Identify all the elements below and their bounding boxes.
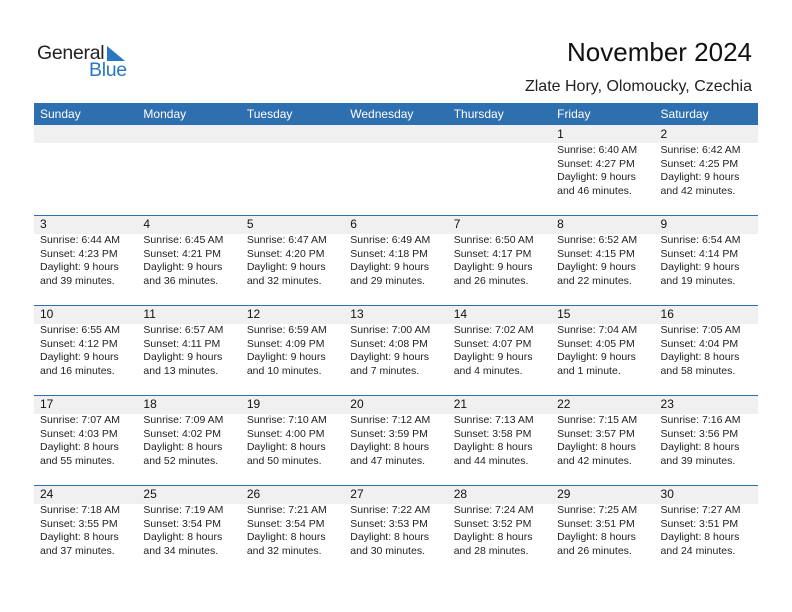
day-cell xyxy=(655,215,758,288)
sunset-text: Sunset: 4:05 PM xyxy=(557,337,635,350)
sunrise-text: Sunrise: 6:44 AM xyxy=(40,234,120,246)
sunrise-text: Sunrise: 7:22 AM xyxy=(350,504,431,516)
day-cell xyxy=(241,305,344,378)
daylight-text: and 55 minutes. xyxy=(40,454,115,467)
day-number: 10 xyxy=(40,307,54,321)
day-number: 6 xyxy=(350,217,357,231)
sunset-text: Sunset: 4:15 PM xyxy=(557,247,635,260)
daylight-text: and 46 minutes. xyxy=(557,184,632,197)
day-cell xyxy=(137,395,240,468)
daylight-text: Daylight: 8 hours xyxy=(350,441,430,453)
week-row xyxy=(34,125,758,215)
daylight-text: and 16 minutes. xyxy=(40,364,115,377)
logo-word-blue: Blue xyxy=(89,59,127,81)
day-info xyxy=(247,143,344,144)
day-info xyxy=(247,233,344,288)
day-info xyxy=(557,503,654,558)
sunset-text: Sunset: 3:51 PM xyxy=(660,517,739,530)
day-cell xyxy=(137,125,240,198)
day-info xyxy=(247,323,344,378)
daylight-text: and 32 minutes. xyxy=(246,544,322,557)
sunset-text: Sunset: 3:51 PM xyxy=(557,517,635,530)
day-number: 4 xyxy=(143,217,151,231)
daylight-text: Daylight: 9 hours xyxy=(453,261,533,273)
daylight-text: and 4 minutes. xyxy=(453,364,523,377)
day-number: 14 xyxy=(453,307,468,321)
day-number: 5 xyxy=(246,217,254,231)
day-info xyxy=(350,503,447,558)
day-number: 9 xyxy=(660,217,668,231)
page-title: November 2024 xyxy=(567,37,752,67)
daylight-text: and 37 minutes. xyxy=(40,544,115,557)
day-number: 8 xyxy=(557,217,564,231)
day-number: 29 xyxy=(557,487,571,501)
weekday-monday: Monday xyxy=(143,107,187,121)
day-number: 11 xyxy=(143,307,156,321)
sunset-text: Sunset: 4:27 PM xyxy=(557,157,635,170)
sunrise-text: Sunrise: 7:16 AM xyxy=(660,414,741,426)
sunset-text: Sunset: 3:56 PM xyxy=(660,427,739,440)
daylight-text: and 7 minutes. xyxy=(350,364,420,377)
sunset-text: Sunset: 4:18 PM xyxy=(350,247,428,260)
sunrise-text: Sunrise: 7:12 AM xyxy=(350,414,431,426)
sunrise-text: Sunrise: 7:02 AM xyxy=(453,324,534,336)
daylight-text: and 1 minute. xyxy=(557,364,621,377)
sunset-text: Sunset: 4:07 PM xyxy=(453,337,532,350)
sunrise-text: Sunrise: 6:45 AM xyxy=(143,234,224,246)
day-cell xyxy=(551,125,654,198)
sunrise-text: Sunrise: 7:25 AM xyxy=(557,504,638,516)
sunset-text: Sunset: 4:12 PM xyxy=(40,337,118,350)
day-number xyxy=(350,125,447,143)
day-number: 20 xyxy=(350,397,364,411)
sunrise-text: Sunrise: 6:54 AM xyxy=(660,234,741,246)
day-info xyxy=(143,143,240,144)
daylight-text: Daylight: 9 hours xyxy=(557,261,636,273)
sunset-text: Sunset: 3:54 PM xyxy=(246,517,325,530)
daylight-text: and 13 minutes. xyxy=(143,364,219,377)
day-cell xyxy=(655,395,758,468)
day-cell xyxy=(448,305,551,378)
sunset-text: Sunset: 3:53 PM xyxy=(350,517,428,530)
day-number: 25 xyxy=(143,487,157,501)
daylight-text: and 52 minutes. xyxy=(143,454,219,467)
day-number: 30 xyxy=(660,487,674,501)
day-number xyxy=(40,125,137,143)
day-number: 17 xyxy=(40,397,54,411)
weekday-saturday: Saturday xyxy=(660,107,709,121)
location-subtitle: Zlate Hory, Olomoucky, Czechia xyxy=(524,78,752,95)
day-info xyxy=(247,503,344,558)
day-cell xyxy=(448,395,551,468)
day-number: 15 xyxy=(557,307,571,321)
daylight-text: and 39 minutes. xyxy=(40,274,115,287)
daylight-text: and 22 minutes. xyxy=(557,274,632,287)
sunrise-text: Sunrise: 6:40 AM xyxy=(557,144,638,156)
daylight-text: and 29 minutes. xyxy=(350,274,425,287)
sunset-text: Sunset: 4:14 PM xyxy=(660,247,739,260)
day-info xyxy=(454,143,551,144)
week-cells xyxy=(34,395,758,468)
weekday-wednesday: Wednesday xyxy=(350,107,414,121)
daylight-text: Daylight: 9 hours xyxy=(40,261,119,273)
weeks-container xyxy=(34,125,758,575)
sunset-text: Sunset: 4:23 PM xyxy=(40,247,118,260)
week-row xyxy=(34,215,758,305)
sunrise-text: Sunrise: 7:15 AM xyxy=(557,414,638,426)
day-number: 22 xyxy=(557,397,571,411)
daylight-text: and 42 minutes. xyxy=(557,454,632,467)
day-info xyxy=(557,143,654,198)
day-cell xyxy=(655,125,758,198)
daylight-text: Daylight: 9 hours xyxy=(246,351,326,363)
daylight-text: Daylight: 8 hours xyxy=(557,441,636,453)
day-cell xyxy=(34,305,137,378)
daylight-text: and 30 minutes. xyxy=(350,544,425,557)
daylight-text: and 34 minutes. xyxy=(143,544,219,557)
day-info xyxy=(661,143,758,198)
day-cell xyxy=(344,485,447,558)
daylight-text: Daylight: 9 hours xyxy=(246,261,326,273)
day-info xyxy=(40,233,137,288)
day-cell xyxy=(344,215,447,288)
day-info xyxy=(40,413,137,468)
daylight-text: Daylight: 9 hours xyxy=(557,171,636,183)
day-number xyxy=(454,125,551,143)
daylight-text: and 26 minutes. xyxy=(453,274,529,287)
sunrise-text: Sunrise: 6:59 AM xyxy=(246,324,327,336)
sunrise-text: Sunrise: 7:05 AM xyxy=(660,324,741,336)
day-number xyxy=(143,125,240,143)
daylight-text: Daylight: 8 hours xyxy=(246,531,326,543)
sunrise-text: Sunrise: 6:50 AM xyxy=(453,234,534,246)
day-number: 18 xyxy=(143,397,157,411)
daylight-text: Daylight: 8 hours xyxy=(660,531,740,543)
daylight-text: and 44 minutes. xyxy=(453,454,529,467)
sunset-text: Sunset: 4:11 PM xyxy=(143,337,221,350)
daylight-text: and 19 minutes. xyxy=(660,274,736,287)
week-cells xyxy=(34,305,758,378)
day-cell xyxy=(655,305,758,378)
daylight-text: Daylight: 9 hours xyxy=(660,261,740,273)
weekday-sunday: Sunday xyxy=(40,107,81,121)
sunset-text: Sunset: 3:55 PM xyxy=(40,517,118,530)
weekday-thursday: Thursday xyxy=(453,107,504,121)
day-info xyxy=(661,233,758,288)
day-info xyxy=(40,503,137,558)
daylight-text: Daylight: 9 hours xyxy=(143,351,223,363)
daylight-text: and 28 minutes. xyxy=(453,544,529,557)
day-info xyxy=(350,323,447,378)
day-number: 7 xyxy=(453,217,461,231)
sunset-text: Sunset: 4:17 PM xyxy=(453,247,532,260)
day-cell xyxy=(344,125,447,198)
day-number: 28 xyxy=(453,487,468,501)
daylight-text: and 47 minutes. xyxy=(350,454,425,467)
sunset-text: Sunset: 4:02 PM xyxy=(143,427,222,440)
sunrise-text: Sunrise: 7:27 AM xyxy=(660,504,741,516)
day-cell xyxy=(137,215,240,288)
sunrise-text: Sunrise: 7:13 AM xyxy=(453,414,534,426)
daylight-text: Daylight: 9 hours xyxy=(557,351,636,363)
sunrise-text: Sunrise: 7:18 AM xyxy=(40,504,120,516)
sunrise-text: Sunrise: 7:24 AM xyxy=(453,504,534,516)
day-info xyxy=(143,323,240,378)
day-cell xyxy=(34,215,137,288)
daylight-text: Daylight: 9 hours xyxy=(350,351,430,363)
day-number: 3 xyxy=(40,217,47,231)
daylight-text: and 58 minutes. xyxy=(660,364,736,377)
day-cell xyxy=(344,305,447,378)
day-info xyxy=(454,413,551,468)
sunset-text: Sunset: 3:58 PM xyxy=(453,427,532,440)
week-row xyxy=(34,305,758,395)
day-number: 12 xyxy=(246,307,261,321)
daylight-text: Daylight: 8 hours xyxy=(350,531,430,543)
sunrise-text: Sunrise: 6:49 AM xyxy=(350,234,431,246)
daylight-text: and 26 minutes. xyxy=(557,544,632,557)
sunset-text: Sunset: 4:20 PM xyxy=(246,247,325,260)
daylight-text: Daylight: 8 hours xyxy=(40,441,119,453)
sunset-text: Sunset: 3:59 PM xyxy=(350,427,428,440)
day-info xyxy=(557,413,654,468)
weekday-tuesday: Tuesday xyxy=(246,107,293,121)
day-number: 27 xyxy=(350,487,364,501)
day-number: 19 xyxy=(246,397,261,411)
day-number: 24 xyxy=(40,487,54,501)
sunrise-text: Sunrise: 6:57 AM xyxy=(143,324,224,336)
week-cells xyxy=(34,485,758,558)
day-info xyxy=(40,323,137,378)
sunset-text: Sunset: 4:08 PM xyxy=(350,337,428,350)
day-cell xyxy=(448,125,551,198)
sunset-text: Sunset: 4:21 PM xyxy=(143,247,222,260)
day-info xyxy=(143,503,240,558)
day-cell xyxy=(655,485,758,558)
weekday-friday: Friday xyxy=(557,107,591,121)
sunrise-text: Sunrise: 6:47 AM xyxy=(246,234,327,246)
day-number: 2 xyxy=(660,127,668,141)
calendar-grid xyxy=(34,103,758,575)
sunrise-text: Sunrise: 7:19 AM xyxy=(143,504,224,516)
daylight-text: and 50 minutes. xyxy=(246,454,322,467)
sunrise-text: Sunrise: 7:04 AM xyxy=(557,324,638,336)
day-cell xyxy=(448,215,551,288)
daylight-text: and 36 minutes. xyxy=(143,274,219,287)
daylight-text: Daylight: 8 hours xyxy=(143,531,223,543)
day-cell xyxy=(551,485,654,558)
daylight-text: Daylight: 9 hours xyxy=(350,261,430,273)
sunset-text: Sunset: 3:54 PM xyxy=(143,517,222,530)
day-info xyxy=(661,413,758,468)
day-number: 23 xyxy=(660,397,674,411)
day-info xyxy=(557,323,654,378)
week-cells xyxy=(34,125,758,198)
day-cell xyxy=(551,215,654,288)
day-info xyxy=(350,143,447,144)
daylight-text: Daylight: 9 hours xyxy=(453,351,533,363)
day-cell xyxy=(551,305,654,378)
day-cell xyxy=(137,305,240,378)
day-info xyxy=(661,503,758,558)
week-cells xyxy=(34,215,758,288)
sunset-text: Sunset: 4:04 PM xyxy=(660,337,739,350)
day-number: 1 xyxy=(557,127,564,141)
daylight-text: Daylight: 9 hours xyxy=(660,171,740,183)
day-info xyxy=(247,413,344,468)
week-row xyxy=(34,395,758,485)
daylight-text: Daylight: 8 hours xyxy=(453,441,533,453)
sunset-text: Sunset: 4:25 PM xyxy=(660,157,739,170)
logo-word-general: General xyxy=(37,42,105,64)
day-cell xyxy=(34,395,137,468)
sunrise-text: Sunrise: 7:09 AM xyxy=(143,414,224,426)
day-info xyxy=(350,413,447,468)
weekday-header-row xyxy=(34,103,758,125)
sunrise-text: Sunrise: 7:21 AM xyxy=(246,504,327,516)
day-info xyxy=(143,233,240,288)
daylight-text: Daylight: 8 hours xyxy=(660,441,740,453)
daylight-text: and 10 minutes. xyxy=(246,364,322,377)
day-number xyxy=(247,125,344,143)
day-info xyxy=(143,413,240,468)
day-info xyxy=(661,323,758,378)
day-cell xyxy=(241,215,344,288)
day-cell xyxy=(34,485,137,558)
sunset-text: Sunset: 3:57 PM xyxy=(557,427,635,440)
sunrise-text: Sunrise: 6:42 AM xyxy=(660,144,741,156)
day-info xyxy=(557,233,654,288)
sunrise-text: Sunrise: 6:55 AM xyxy=(40,324,120,336)
daylight-text: and 42 minutes. xyxy=(660,184,736,197)
daylight-text: Daylight: 8 hours xyxy=(246,441,326,453)
sunset-text: Sunset: 3:52 PM xyxy=(453,517,532,530)
day-cell xyxy=(344,395,447,468)
daylight-text: Daylight: 8 hours xyxy=(40,531,119,543)
sunset-text: Sunset: 4:00 PM xyxy=(246,427,325,440)
day-cell xyxy=(34,125,137,198)
day-info xyxy=(454,233,551,288)
sunrise-text: Sunrise: 7:00 AM xyxy=(350,324,431,336)
daylight-text: Daylight: 8 hours xyxy=(557,531,636,543)
sunset-text: Sunset: 4:03 PM xyxy=(40,427,118,440)
sunrise-text: Sunrise: 6:52 AM xyxy=(557,234,638,246)
sunrise-text: Sunrise: 7:10 AM xyxy=(246,414,327,426)
week-row xyxy=(34,485,758,575)
day-cell xyxy=(137,485,240,558)
day-cell xyxy=(551,395,654,468)
day-number: 13 xyxy=(350,307,364,321)
daylight-text: and 24 minutes. xyxy=(660,544,736,557)
sunrise-text: Sunrise: 7:07 AM xyxy=(40,414,120,426)
day-info xyxy=(350,233,447,288)
daylight-text: and 32 minutes. xyxy=(246,274,322,287)
day-info xyxy=(454,323,551,378)
day-cell xyxy=(241,125,344,198)
sunset-text: Sunset: 4:09 PM xyxy=(246,337,325,350)
day-cell xyxy=(241,395,344,468)
daylight-text: Daylight: 9 hours xyxy=(143,261,223,273)
logo xyxy=(37,42,137,82)
daylight-text: Daylight: 9 hours xyxy=(40,351,119,363)
day-cell xyxy=(448,485,551,558)
day-info xyxy=(40,143,137,144)
day-number: 26 xyxy=(246,487,261,501)
daylight-text: Daylight: 8 hours xyxy=(660,351,740,363)
day-cell xyxy=(241,485,344,558)
daylight-text: and 39 minutes. xyxy=(660,454,736,467)
daylight-text: Daylight: 8 hours xyxy=(143,441,223,453)
day-number: 16 xyxy=(660,307,674,321)
day-info xyxy=(454,503,551,558)
day-number: 21 xyxy=(453,397,468,411)
daylight-text: Daylight: 8 hours xyxy=(453,531,533,543)
